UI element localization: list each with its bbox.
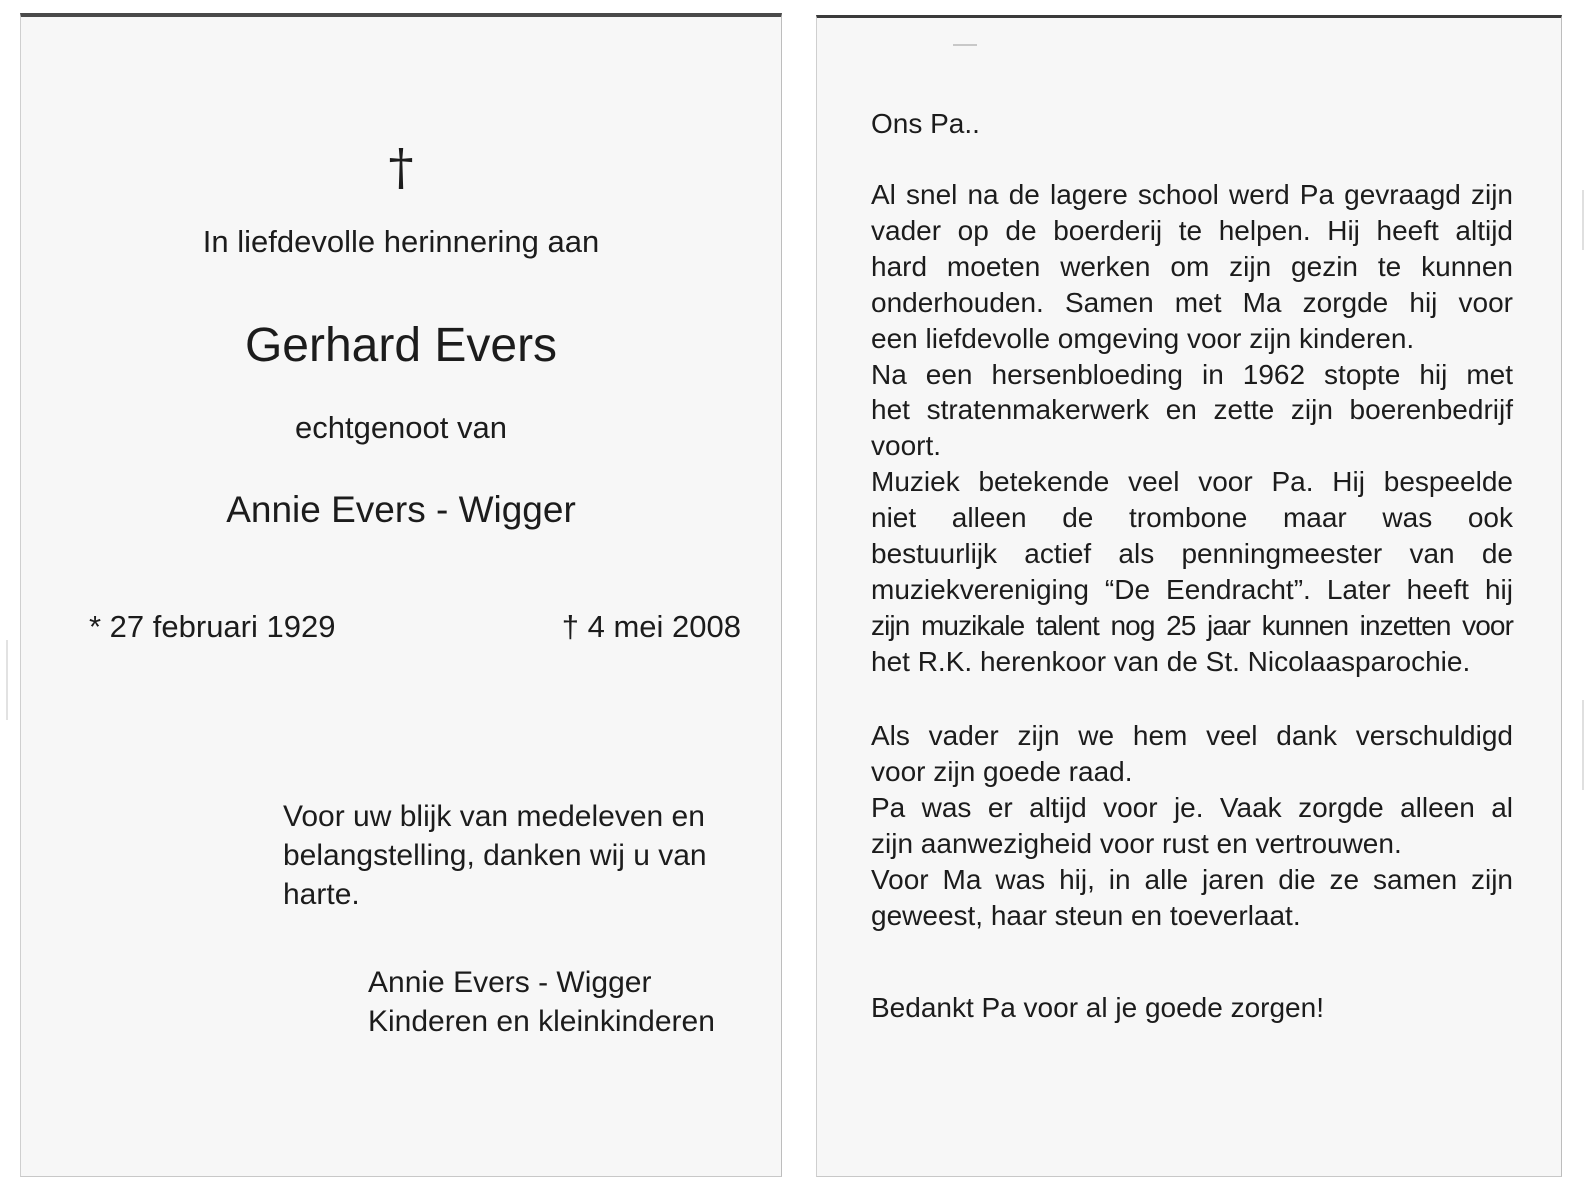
cross-icon: † xyxy=(388,138,414,196)
text-line: zijn muzikale talent nog 25 jaar kunnen inzetten voor xyxy=(871,609,1513,641)
text-line: voort. xyxy=(871,430,942,462)
biography-paragraph xyxy=(871,177,1513,680)
tribute-paragraph xyxy=(871,718,1513,933)
scan-mark xyxy=(1582,190,1584,250)
text-line: een liefdevolle omgeving voor zijn kinderen. xyxy=(871,322,1415,354)
text-line: vader op de boerderij te helpen. Hij heeft altijd xyxy=(871,214,1513,246)
scan-mark xyxy=(1582,700,1584,790)
signature-block xyxy=(368,963,715,1041)
memorial-card-front xyxy=(20,13,782,1177)
text-line: bestuurlijk actief als penningmeester van de xyxy=(871,538,1513,570)
thanks-line: belangstelling, danken wij u van xyxy=(283,839,707,872)
death-date: † 4 mei 2008 xyxy=(561,609,741,644)
greeting: Ons Pa.. xyxy=(871,108,980,139)
text-line: onderhouden. Samen met Ma zorgde hij voor xyxy=(871,286,1513,318)
thanks-line: Voor uw blijk van medeleven en xyxy=(283,800,705,833)
closing-line: Bedankt Pa voor al je goede zorgen! xyxy=(871,992,1324,1023)
text-line: zijn aanwezigheid voor rust en vertrouwen. xyxy=(871,827,1402,859)
memorial-card-back xyxy=(816,15,1562,1177)
signature-line: Kinderen en kleinkinderen xyxy=(368,1005,715,1038)
text-line: voor zijn goede raad. xyxy=(871,755,1133,787)
text-line: geweest, haar steun en toeverlaat. xyxy=(871,899,1301,931)
text-line: hard moeten werken om zijn gezin te kunnen xyxy=(871,250,1513,282)
birth-date: * 27 februari 1929 xyxy=(89,609,336,644)
text-line: het stratenmakerwerk en zette zijn boerenbedrijf xyxy=(871,394,1513,426)
thanks-line: harte. xyxy=(283,878,360,911)
scan-mark xyxy=(953,44,977,46)
text-line: Al snel na de lagere school werd Pa gevraagd zijn xyxy=(871,179,1513,210)
text-line: niet alleen de trombone maar was ook xyxy=(871,502,1513,534)
relation-label: echtgenoot van xyxy=(294,410,507,445)
deceased-name: Gerhard Evers xyxy=(244,319,558,372)
spouse-name: Annie Evers - Wigger xyxy=(226,489,576,530)
text-line: Muziek betekende veel voor Pa. Hij bespeelde xyxy=(871,466,1513,498)
thanks-message xyxy=(283,797,753,914)
scan-mark xyxy=(6,640,8,720)
text-line: Pa was er altijd voor je. Vaak zorgde alleen al xyxy=(871,791,1513,823)
text-line: Na een hersenbloeding in 1962 stopte hij met xyxy=(871,358,1513,390)
text-line: muziekvereniging “De Eendracht”. Later heeft hij xyxy=(871,573,1513,605)
text-line: Voor Ma was hij, in alle jaren die ze samen zijn xyxy=(871,863,1513,895)
signature-line: Annie Evers - Wigger xyxy=(368,966,652,999)
text-line: het R.K. herenkoor van de St. Nicolaasparochie. xyxy=(871,645,1471,677)
memorial-intro: In liefdevolle herinnering aan xyxy=(202,224,600,259)
text-line: Als vader zijn we hem veel dank verschuldigd xyxy=(871,720,1513,751)
